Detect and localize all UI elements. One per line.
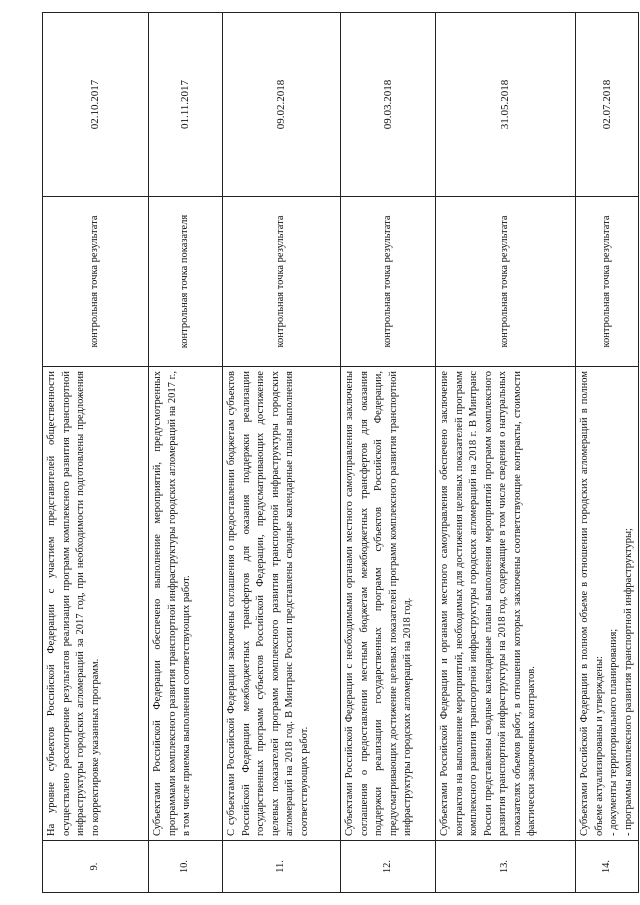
row-number: 10.: [149, 841, 223, 893]
row-date: 02.07.2018: [576, 13, 639, 197]
control-points-table: [42, 12, 639, 893]
table-row: [149, 13, 223, 893]
row-date: 01.11.2017: [149, 13, 223, 197]
row-date: 02.10.2017: [43, 13, 149, 197]
row-type: контрольная точка результата: [341, 197, 436, 367]
row-date: 09.03.2018: [341, 13, 436, 197]
row-number: 14.: [576, 841, 639, 893]
row-number: 11.: [223, 841, 341, 893]
table-row: [43, 13, 149, 893]
row-description: Субъектами Российской Федерации обеспечено выполнение мероприятий, предусмотренных программами комплексного развития транспортной инфраструктуры городских агломераций на 2017 г., в том числе приемка выполнения соответствующих работ.: [149, 367, 223, 841]
row-type: контрольная точка результата: [436, 197, 576, 367]
table-row: [576, 13, 639, 893]
row-date: 31.05.2018: [436, 13, 576, 197]
rotated-table-container: [42, 13, 634, 893]
row-type: контрольная точка результата: [576, 197, 639, 367]
table-row: [436, 13, 576, 893]
row-description: Субъектами Российской Федерации с необходимыми органами местного самоуправления заключены соглашения о предоставлении местным бюджетам межбюджетных трансфертов для оказания поддержки реализации государственных программ субъектов Российской Федерации, предусматривающих достижение целевых показателей программ комплексного развития транспортной инфраструктуры городских агломераций на 2018 год.: [341, 367, 436, 841]
row-number: 13.: [436, 841, 576, 893]
table-row: [341, 13, 436, 893]
row-description: Субъектами Российской Федерации и органами местного самоуправления обеспечено заключение контрактов на выполнение мероприятий, необходимых для достижения целевых показателей программ комплексного развития транспортной инфраструктуры городских агломераций на 2018 г. В Минтранс России представлены сводные календарные планы выполнения мероприятий программ комплексного развития транспортной инфраструктуры на 2018 год, содержащие в том числе сведения о натуральных показателях объемов работ, в отношении которых заключены соответствующие контракты, стоимости фактически заключенных контрактов.: [436, 367, 576, 841]
row-description: Субъектами Российской Федерации в полном объеме в отношении городских агломераций в полном объеме актуализированы и утверждены: - документы территориального планирования; - программы комплексного развития транспортной инфраструктуры;: [576, 367, 639, 841]
row-date: 09.02.2018: [223, 13, 341, 197]
row-type: контрольная точка показателя: [149, 197, 223, 367]
row-type: контрольная точка результата: [43, 197, 149, 367]
row-description: На уровне субъектов Российской Федерации с участием представителей общественности осуществлено рассмотрение результатов реализации программ комплексного развития транспортной инфраструктуры городских агломераций за 2017 год, при необходимости подготовлены предложения по корректировке указанных программ.: [43, 367, 149, 841]
row-description: С субъектами Российской Федерации заключены соглашения о предоставлении бюджетам субъектов Российской Федерации межбюджетных трансфертов для оказания поддержки реализации государственных программ субъектов Российской Федерации, предусматривающих достижение целевых показателей программ комплексного развития транспортной инфраструктуры городских агломераций на 2018 год. В Минтранс России представлены сводные календарные планы выполнения соответствующих работ.: [223, 367, 341, 841]
row-type: контрольная точка результата: [223, 197, 341, 367]
table-row: [223, 13, 341, 893]
row-number: 12.: [341, 841, 436, 893]
row-number: 9.: [43, 841, 149, 893]
